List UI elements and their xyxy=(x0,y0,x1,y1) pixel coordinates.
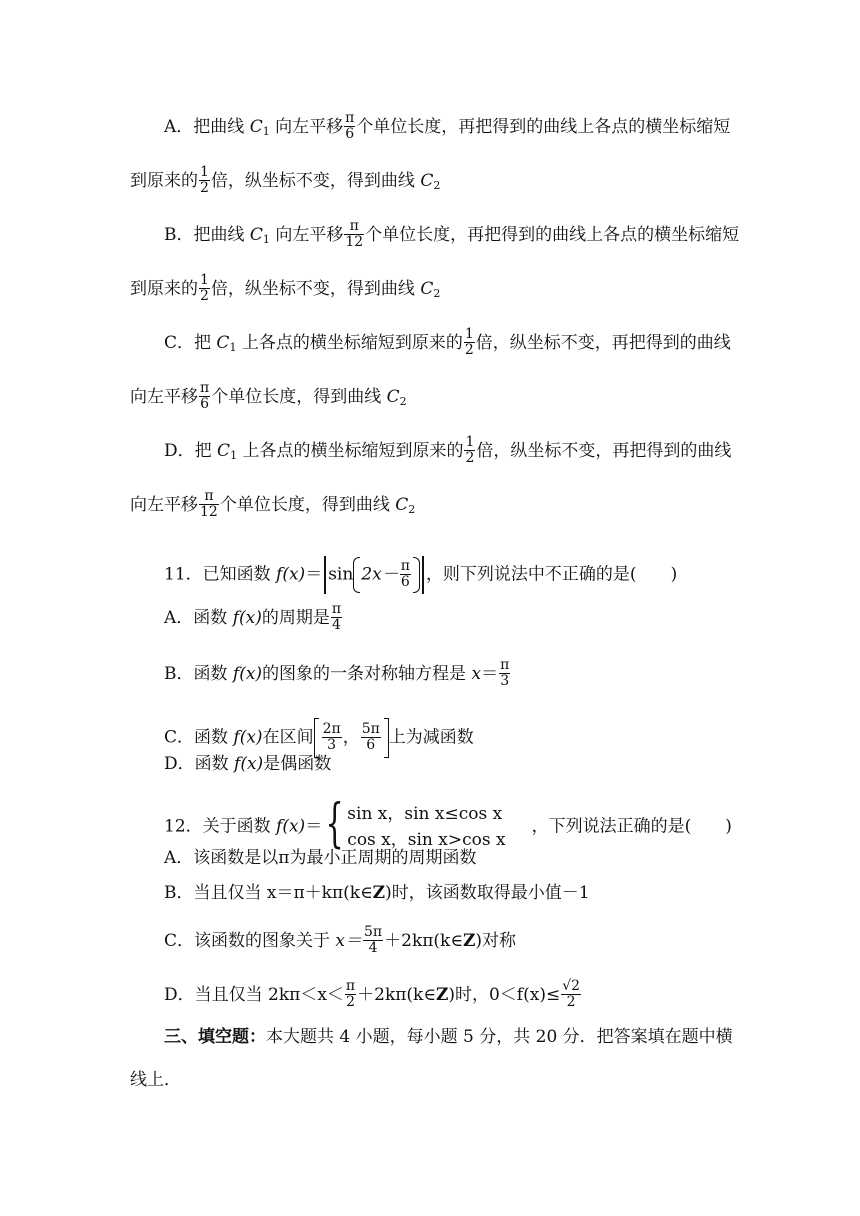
q10-option-a-line1: A．把曲线 $C_1$ 向左平移 $\frac{\pi}{6}$ 个单位长度，再把得到的曲线上各点的横坐标缩短 xyxy=(164,110,731,142)
fraction: $\frac{1}{2}$ xyxy=(464,326,474,358)
fraction: $\frac{1}{2}$ xyxy=(200,272,209,304)
q11-option-d: D．函数 f(x)是偶函数 xyxy=(164,754,332,774)
q10-option-b-line1: B．把曲线 $C_1$ 向左平移 $\frac{\pi}{12}$ 个单位长度，再把得到的曲线上各点的横坐标缩短 xyxy=(164,218,740,250)
q10-option-c-line2: 向左平移 $\frac{\pi}{6}$ 个单位长度，得到曲线 $C_2$ xyxy=(130,380,407,412)
piecewise-cases: sin x，sin x≤cos x cos x，sin x>cos x xyxy=(347,804,506,850)
fraction: $\frac{\pi}{6}$ xyxy=(200,380,210,412)
q11-option-c: C．函数 f(x)在区间 $\frac{2\pi}{3}$ ， $\frac{5\pi}{6}$ 上为减函数 xyxy=(164,718,474,758)
abs-bar-right xyxy=(422,556,424,594)
q12-option-c: C．该函数的图象关于 x＝ $\frac{5\pi}{4}$ ＋2kπ(k∈Z)对称 xyxy=(164,924,516,956)
section-3-line2: 线上． xyxy=(130,1070,181,1090)
fraction: $\frac{5\pi}{4}$ xyxy=(364,924,383,956)
fraction: $\frac{1}{2}$ xyxy=(465,434,475,466)
fraction: $\frac{\pi}{12}$ xyxy=(345,218,364,250)
fraction-sqrt2-over-2: $\frac{√2}{2}$ xyxy=(562,978,581,1010)
q12-stem: 12．关于函数 f(x)＝{ sin x，sin x≤cos x cos x，sin x>cos x ，下列说法正确的是( ) xyxy=(164,794,732,854)
fraction: $\frac{\pi}{2}$ xyxy=(345,978,356,1010)
section-3-line1: 三、填空题：本大题共 4 小题，每小题 5 分，共 20 分．把答案填在题中横 xyxy=(164,1027,733,1047)
paren-left xyxy=(353,557,360,593)
fraction: $\frac{5\pi}{6}$ xyxy=(361,720,380,753)
fraction: $\frac{\pi}{12}$ xyxy=(200,488,218,520)
q12-option-b: B．当且仅当 x＝π＋kπ(k∈Z)时，该函数取得最小值－1 xyxy=(164,883,590,903)
q10-option-d-line2: 向左平移 $\frac{\pi}{12}$ 个单位长度，得到曲线 $C_2$ xyxy=(130,488,416,520)
q11-stem: 11．已知函数 f(x)＝ sin 2x－ $\frac{\pi}{6}$ ，则下列说法中不正确的是( ) xyxy=(164,556,677,594)
q12-option-d: D．当且仅当 2kπ＜x＜ $\frac{\pi}{2}$ ＋2kπ(k∈Z)时，0＜f(x)≤ $\frac{√2}{2}$ xyxy=(164,978,581,1010)
abs-bar-left xyxy=(324,556,326,594)
fraction: $\frac{\pi}{4}$ xyxy=(331,601,342,633)
q11-option-b: B．函数 f(x)的图象的一条对称轴方程是 x＝ $\frac{\pi}{3}$ xyxy=(164,657,510,689)
fraction: $\frac{\pi}{3}$ xyxy=(500,657,510,689)
brace-left: { xyxy=(325,794,344,854)
q11-option-a: A．函数 f(x)的周期是 $\frac{\pi}{4}$ xyxy=(164,601,342,633)
q10-option-d-line1: D．把 $C_1$ 上各点的横坐标缩短到原来的 $\frac{1}{2}$ 倍，纵坐标不变，再把得到的曲线 xyxy=(164,434,732,466)
q10-option-c-line1: C．把 $C_1$ 上各点的横坐标缩短到原来的 $\frac{1}{2}$ 倍，纵坐标不变，再把得到的曲线 xyxy=(164,326,731,358)
paren-right xyxy=(413,557,420,593)
q10-option-b-line2: 到原来的 $\frac{1}{2}$ 倍，纵坐标不变，得到曲线 $C_2$ xyxy=(130,272,441,304)
fraction: $\frac{2\pi}{3}$ xyxy=(322,720,341,753)
fraction: $\frac{1}{2}$ xyxy=(200,164,209,196)
q10-option-a-line2: 到原来的 $\frac{1}{2}$ 倍，纵坐标不变，得到曲线 $C_2$ xyxy=(130,164,441,196)
q12-option-a: A．该函数是以π为最小正周期的周期函数 xyxy=(164,848,477,868)
fraction: $\frac{\pi}{6}$ xyxy=(345,110,355,142)
section-3-title: 三、填空题： xyxy=(164,1027,266,1047)
bracket-left xyxy=(314,718,319,758)
fraction: $\frac{\pi}{6}$ xyxy=(400,557,410,590)
